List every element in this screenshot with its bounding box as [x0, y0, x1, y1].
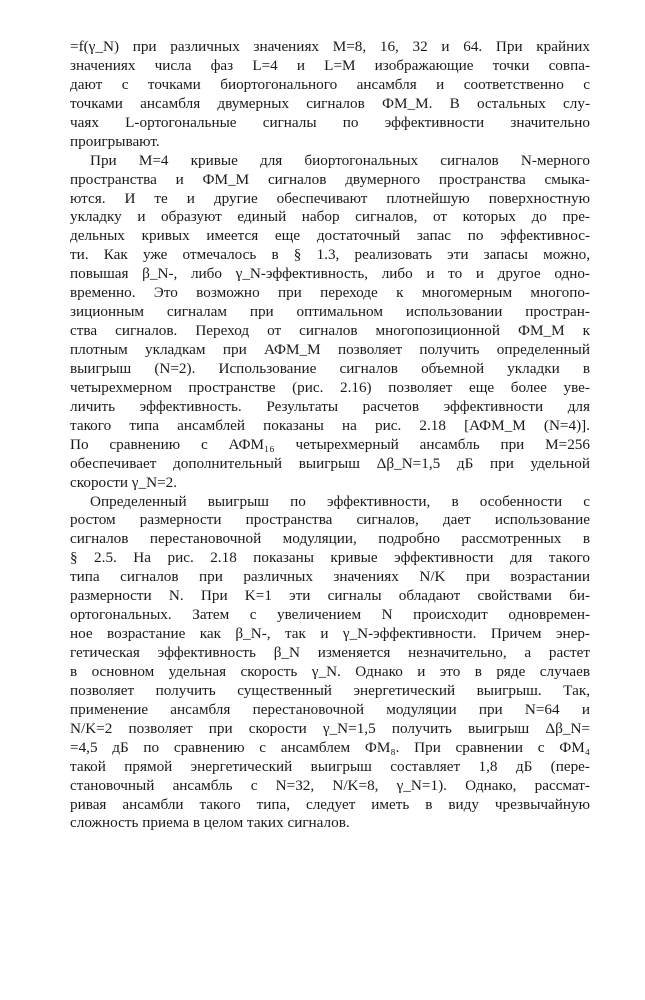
text-line: значениях числа фаз L=4 и L=M изображающие точки совпа- — [70, 56, 590, 74]
text-line: =4,5 дБ по сравнению с ансамблем ФМ₈. При сравнении с ФМ₄ — [70, 738, 590, 756]
text-line: ортогональных. Затем с увеличением N происходит одновремен- — [70, 606, 590, 624]
text-line: личить эффективность. Результаты расчетов эффективности для — [70, 397, 590, 415]
text-line: становочный ансамбль с N=32, N/K=8, γ_N=1). Однако, рассмат- — [70, 776, 590, 794]
text-line: ти. Как уже отмечалось в § 1.3, реализовать эти запасы можно, — [70, 246, 590, 264]
text-page — [70, 38, 590, 833]
text-line: По сравнению с АФМ₁₆ четырехмерный ансамбль при M=256 — [70, 435, 590, 453]
text-line: временно. Это возможно при переходе к многомерным многопо- — [70, 284, 590, 302]
text-line: точками ансамбля двумерных сигналов ФМ_M. В остальных слу- — [70, 94, 590, 112]
text-line: При M=4 кривые для биортогональных сигналов N-мерного — [90, 151, 590, 169]
text-line: в основном удельная скорость γ_N. Однако и это в ряде случаев — [70, 662, 590, 680]
text-line: размерности N. При K=1 эти сигналы обладают свойствами би- — [70, 587, 590, 605]
text-line: типа сигналов при различных значениях N/K при возрастании — [70, 568, 590, 586]
text-line: применение ансамбля перестановочной модуляции при N=64 и — [70, 700, 590, 718]
text-line: такого типа ансамблей показаны на рис. 2.18 [АФМ_M (N=4)]. — [70, 416, 590, 434]
text-line: проигрывают. — [70, 132, 160, 150]
text-line: укладку и образуют единый набор сигналов, от которых до пре- — [70, 208, 590, 226]
text-line: дельных кривых имеется еще достаточный запас по эффективнос- — [70, 227, 590, 245]
text-line: ное возрастание как β_N-, так и γ_N-эффективности. Причем энер- — [70, 625, 590, 643]
text-line: N/K=2 позволяет при скорости γ_N=1,5 получить выигрыш Δβ_N= — [70, 719, 590, 737]
text-line: дают с точками биортогонального ансамбля и соответственно с — [70, 75, 590, 93]
text-line: гетическая эффективность β_N изменяется незначительно, а растет — [70, 644, 590, 661]
text-line: чаях L-ортогональные сигналы по эффективности значительно — [70, 113, 590, 131]
paragraph-3 — [70, 493, 590, 834]
text-line: скорости γ_N=2. — [70, 473, 178, 491]
text-line: зиционным сигналам при оптимальном использовании простран- — [70, 303, 590, 321]
paragraph-1 — [70, 38, 590, 152]
text-line: плотным укладкам при АФМ_M позволяет получить определенный — [70, 341, 590, 358]
text-line: ростом размерности пространства сигналов, дает использование — [70, 511, 590, 529]
text-line: обеспечивает дополнительный выигрыш Δβ_N=1,5 дБ при удельной — [70, 454, 590, 472]
text-line: ства сигналов. Переход от сигналов многопозиционной ФМ_M к — [70, 322, 590, 340]
text-line: повышая β_N-, либо γ_N-эффективность, либо и то и другое одно- — [70, 265, 590, 283]
text-line: пространства и ФМ_M сигналов двумерного пространства смыка- — [70, 170, 590, 188]
text-line: сложность приема в целом таких сигналов. — [70, 814, 350, 832]
text-line: =f(γ_N) при различных значениях M=8, 16, 32 и 64. При крайних — [70, 38, 590, 55]
text-line: § 2.5. На рис. 2.18 показаны кривые эффективности для такого — [70, 549, 590, 567]
text-line: Определенный выигрыш по эффективности, в особенности с — [90, 492, 590, 510]
text-line: выигрыш (N=2). Использование сигналов объемной укладки в — [70, 359, 590, 377]
text-line: ются. И те и другие обеспечивают плотнейшую поверхностную — [70, 189, 590, 207]
text-line: четырехмерном пространстве (рис. 2.16) позволяет еще более уве- — [70, 378, 590, 396]
paragraph-2 — [70, 152, 590, 493]
text-line: позволяет получить существенный энергетический выигрыш. Так, — [70, 681, 590, 699]
text-line: сигналов перестановочной модуляции, подробно рассмотренных в — [70, 530, 590, 548]
text-line: ривая ансамбли такого типа, следует иметь в виду чрезвычайную — [70, 795, 590, 813]
text-line: такой прямой энергетический выигрыш составляет 1,8 дБ (пере- — [70, 757, 590, 775]
